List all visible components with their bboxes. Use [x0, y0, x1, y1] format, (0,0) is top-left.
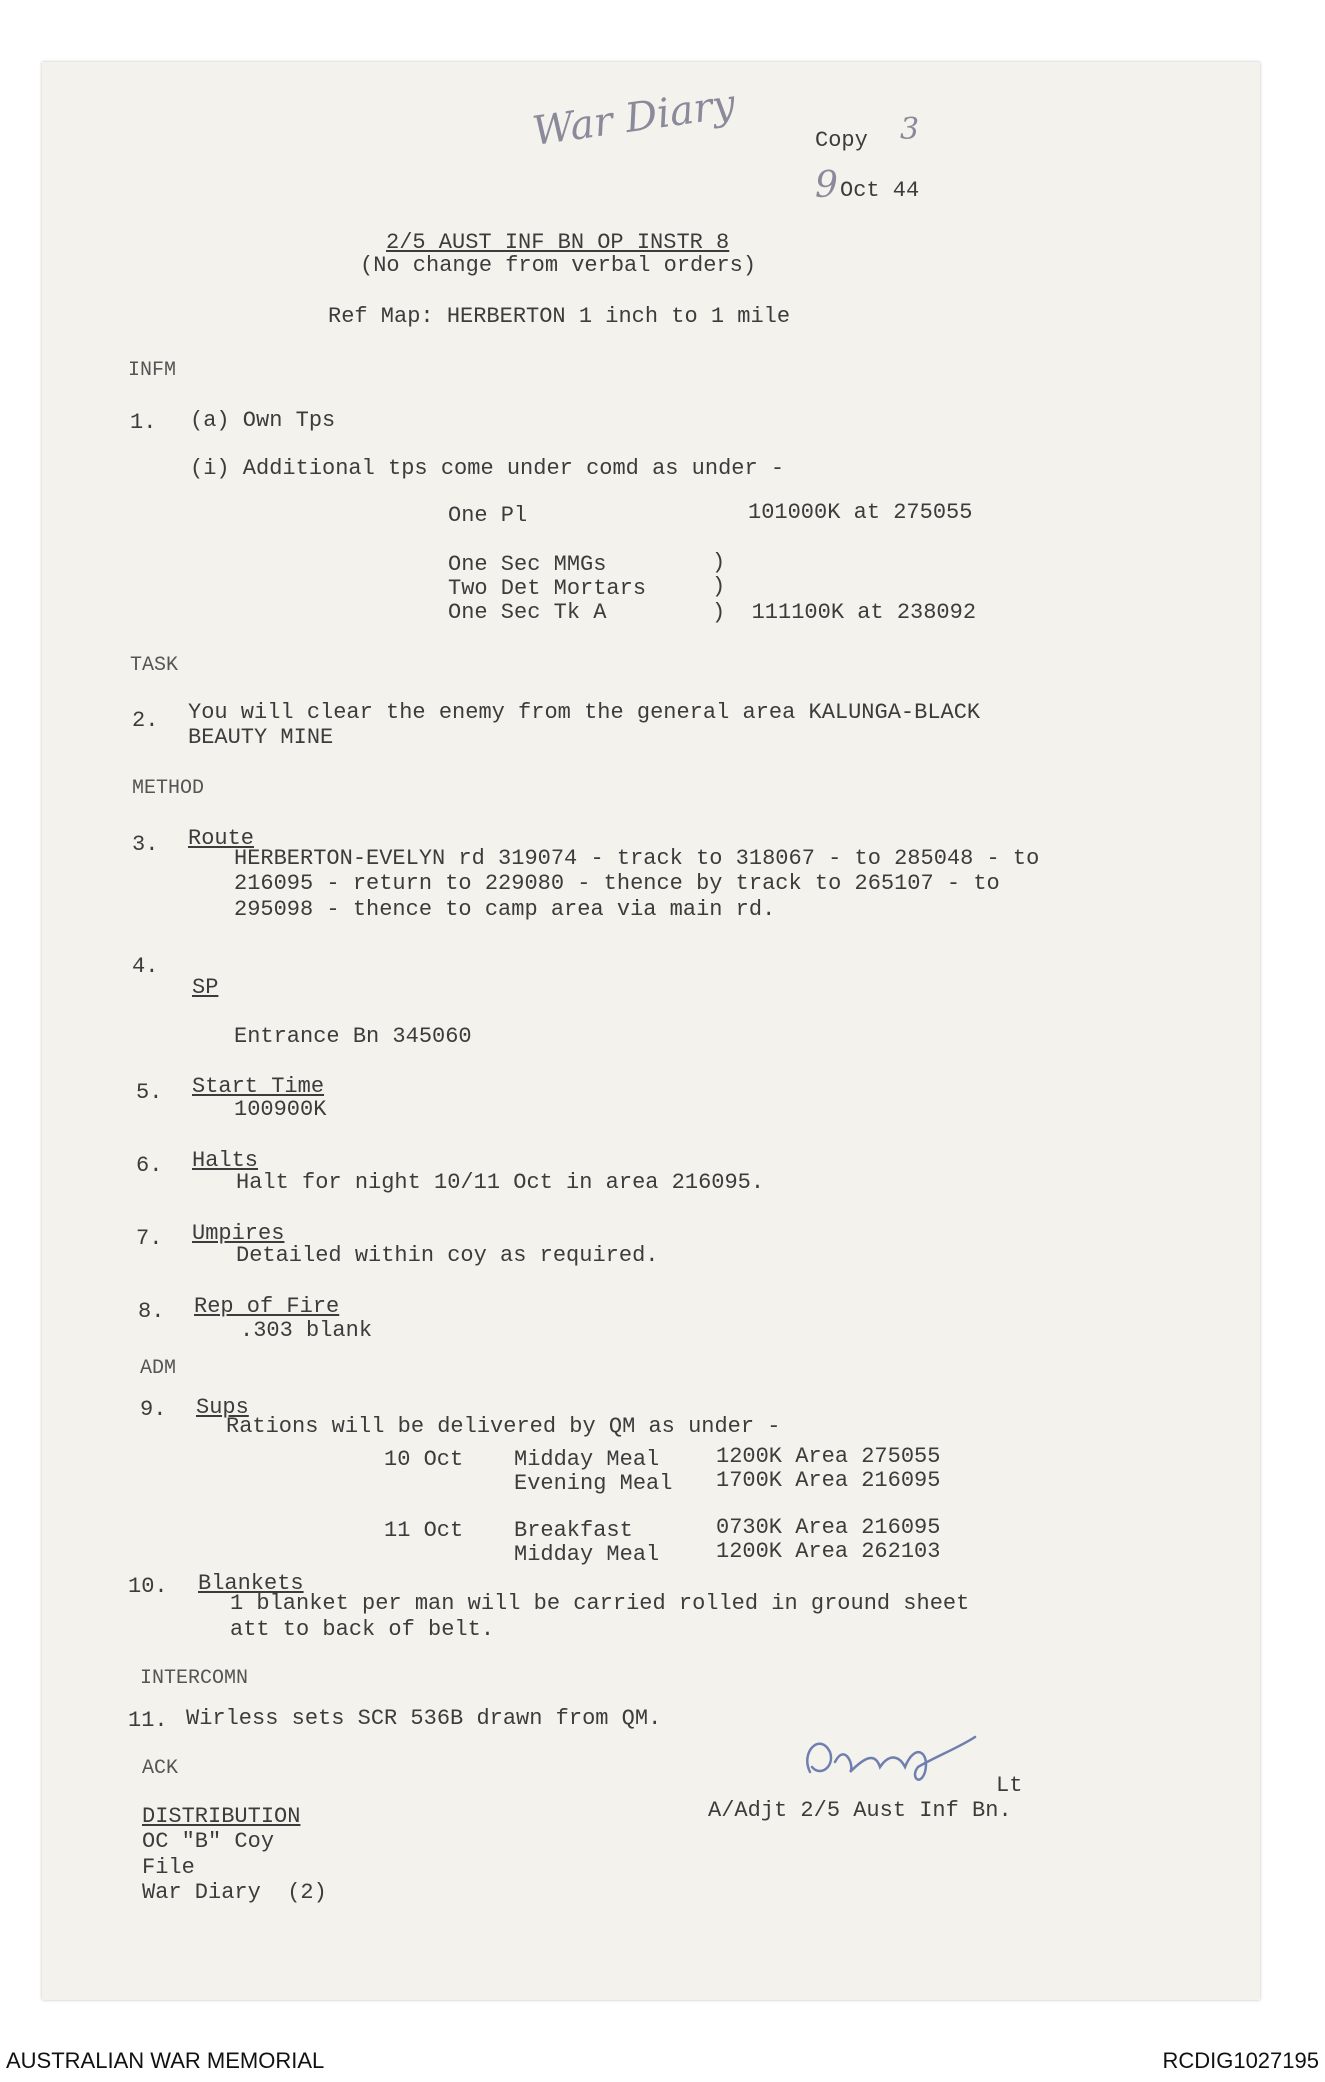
- para-7-number: 7.: [136, 1226, 163, 1251]
- section-infm: INFM: [128, 359, 177, 382]
- section-intercomn: INTERCOMN: [140, 1667, 249, 1690]
- copy-label: Copy: [815, 128, 868, 153]
- para-10-heading: Blankets: [198, 1571, 304, 1596]
- footer-record-id: RCDIG1027195: [1162, 2048, 1319, 2073]
- section-task: TASK: [130, 654, 179, 677]
- para-4-text: Entrance Bn 345060: [234, 1024, 472, 1049]
- para-3-line-2: 216095 - return to 229080 - thence by track to 265107 - to: [234, 871, 1000, 896]
- section-adm: ADM: [140, 1357, 177, 1380]
- troops-row-1-unit: One Pl: [448, 503, 528, 528]
- para-7-text: Detailed within coy as required.: [236, 1243, 659, 1268]
- para-2-line-1: You will clear the enemy from the general area KALUNGA-BLACK: [188, 700, 981, 725]
- troops-row-3-bracket: ): [712, 574, 726, 599]
- section-ack: ACK: [142, 1757, 179, 1780]
- para-7-heading: Umpires: [192, 1221, 285, 1246]
- para-6-heading: Halts: [192, 1148, 259, 1173]
- para-3-number: 3.: [132, 832, 159, 857]
- ration-row-4-meal: Midday Meal: [514, 1542, 660, 1567]
- troops-row-4-unit: One Sec Tk A: [448, 600, 607, 625]
- ration-row-2-meal: Evening Meal: [514, 1471, 673, 1496]
- troops-row-2-unit: One Sec MMGs: [448, 552, 607, 577]
- troops-row-1-detail: 101000K at 275055: [748, 500, 973, 525]
- para-3-line-3: 295098 - thence to camp area via main rd.: [234, 897, 776, 922]
- para-5-heading: Start Time: [192, 1074, 325, 1099]
- para-11-text-number: 11.: [128, 1708, 168, 1733]
- ration-row-4-time: 1200K Area 262103: [716, 1539, 941, 1564]
- para-8-number: 8.: [138, 1299, 165, 1324]
- para-9-number: 9.: [140, 1397, 167, 1422]
- distribution-item-1: OC "B" Coy: [142, 1829, 275, 1854]
- para-3-heading: Route: [188, 826, 255, 851]
- para-8-text: .303 blank: [240, 1318, 373, 1343]
- para-4-number: 4.: [132, 954, 159, 979]
- para-8-heading: Rep of Fire: [194, 1294, 340, 1319]
- document-title: 2/5 AUST INF BN OP INSTR 8: [386, 230, 730, 255]
- troops-row-4-detail: ) 111100K at 238092: [712, 600, 977, 625]
- para-1i-text: (i) Additional tps come under comd as under -: [190, 456, 785, 481]
- para-2-line-2: BEAUTY MINE: [188, 725, 334, 750]
- section-method: METHOD: [132, 777, 205, 800]
- troops-row-3-unit: Two Det Mortars: [448, 576, 647, 601]
- ration-row-3-meal: Breakfast: [514, 1518, 633, 1543]
- distribution-item-3: War Diary (2): [142, 1880, 327, 1905]
- distribution-heading: DISTRIBUTION: [142, 1804, 301, 1829]
- para-1a-text: (a) Own Tps: [190, 408, 336, 433]
- para-10-line-2: att to back of belt.: [230, 1617, 495, 1642]
- ration-row-1-time: 1200K Area 275055: [716, 1444, 941, 1469]
- ration-row-2-time: 1700K Area 216095: [716, 1468, 941, 1493]
- para-5-text: 100900K: [234, 1097, 327, 1122]
- para-10-line-1: 1 blanket per man will be carried rolled in ground sheet: [230, 1591, 970, 1616]
- para-6-text: Halt for night 10/11 Oct in area 216095.: [236, 1170, 765, 1195]
- ration-row-1-meal: Midday Meal: [514, 1447, 660, 1472]
- copy-number: 3: [900, 112, 920, 147]
- para-1-number: 1.: [130, 410, 157, 435]
- reference-map: Ref Map: HERBERTON 1 inch to 1 mile: [328, 304, 791, 329]
- para-6-number: 6.: [136, 1153, 163, 1178]
- ration-row-1-day: 10 Oct: [384, 1447, 464, 1472]
- para-9-heading: Sups: [196, 1395, 249, 1420]
- footer-institution: AUSTRALIAN WAR MEMORIAL: [6, 2048, 325, 2073]
- para-10-number: 10.: [128, 1574, 168, 1599]
- para-2-number: 2.: [132, 708, 159, 733]
- troops-row-2-bracket: ): [712, 550, 726, 575]
- signature-appointment: A/Adjt 2/5 Aust Inf Bn.: [708, 1798, 1012, 1823]
- signature-scrawl: [790, 1722, 990, 1792]
- para-3-line-1: HERBERTON-EVELYN rd 319074 - track to 318067 - to 285048 - to: [234, 846, 1040, 871]
- para-9-text: Rations will be delivered by QM as under -: [226, 1414, 781, 1439]
- ration-row-3-day: 11 Oct: [384, 1518, 464, 1543]
- ration-row-3-time: 0730K Area 216095: [716, 1515, 941, 1540]
- document-subtitle: (No change from verbal orders): [360, 253, 757, 278]
- distribution-item-2: File: [142, 1855, 195, 1880]
- war-diary-annotation: War Diary: [529, 81, 738, 155]
- signature-rank: Lt: [996, 1773, 1023, 1798]
- date-text: Oct 44: [840, 178, 920, 203]
- para-5-number: 5.: [136, 1080, 163, 1105]
- para-11-text: Wirless sets SCR 536B drawn from QM.: [186, 1706, 662, 1731]
- para-4-heading: SP: [192, 975, 219, 1000]
- date-day: 9: [815, 165, 838, 206]
